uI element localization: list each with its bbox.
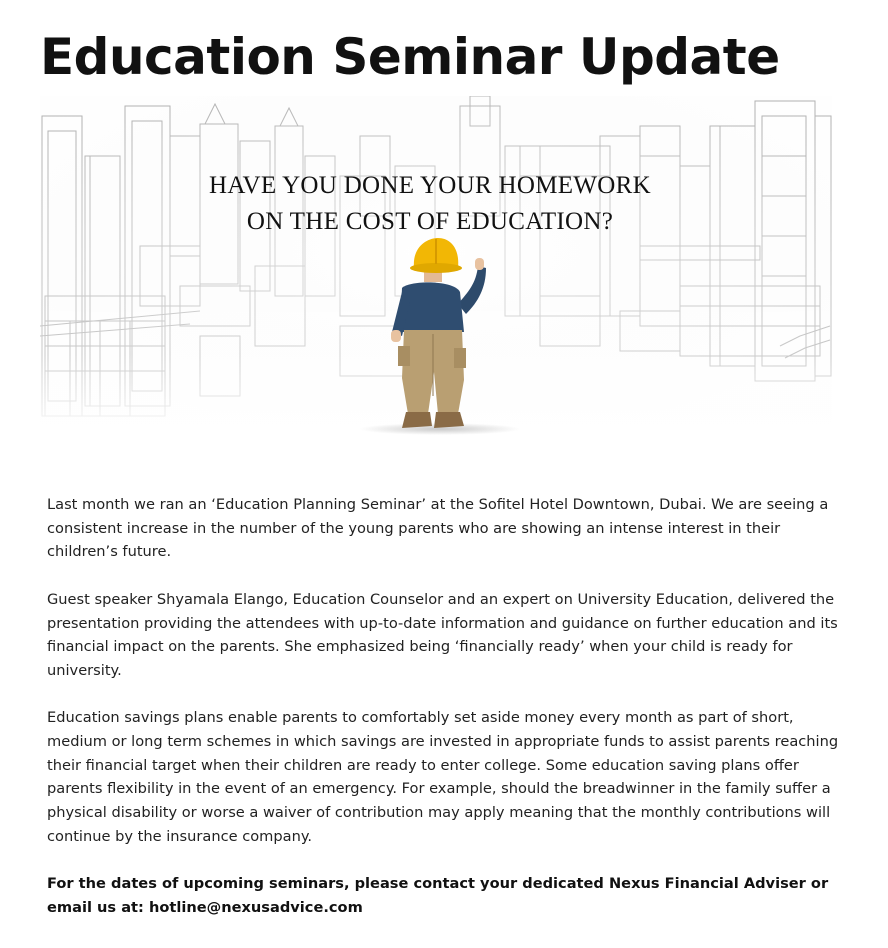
hero-headline-line1: HAVE YOU DONE YOUR HOMEWORK xyxy=(209,172,651,199)
article-body xyxy=(47,493,839,943)
paragraph-intro: Last month we ran an ‘Education Planning Seminar’ at the Sofitel Hotel Downtown, Dubai. We are seeing a consistent increase in the number of the young parents who are showing an intense interest in their children’s future. xyxy=(47,496,829,561)
paragraph-savings-plans: Education savings plans enable parents to comfortably set aside money every month as part of short, medium or long term schemes in which savings are invested in appropriate funds to assist parents reaching their financial target when their children are ready to enter college. Some education saving plans offer parents flexibility in the event of an emergency. For example, should the breadwinner in the family suffer a physical disability or worse a waiver of contribution may apply meaning that the monthly contributions will continue by the insurance company. xyxy=(47,709,839,845)
paragraph-speaker: Guest speaker Shyamala Elango, Education Counselor and an expert on University Education, delivered the presentation providing the attendees with up-to-date information and guidance on further education and its financial impact on the parents. She emphasized being ‘financially ready’ when your child is ready for university. xyxy=(47,590,838,679)
contact-text: For the dates of upcoming seminars, please contact your dedicated Nexus Financial Adviser or email us at: xyxy=(47,875,829,916)
contact-email-link[interactable]: hotline@nexusadvice.com xyxy=(148,898,363,916)
hero-headline-line2: ON THE COST OF EDUCATION? xyxy=(246,208,614,235)
page-title: Education Seminar Update xyxy=(40,28,780,86)
hero-illustration xyxy=(40,96,832,441)
contact-paragraph xyxy=(47,872,839,919)
